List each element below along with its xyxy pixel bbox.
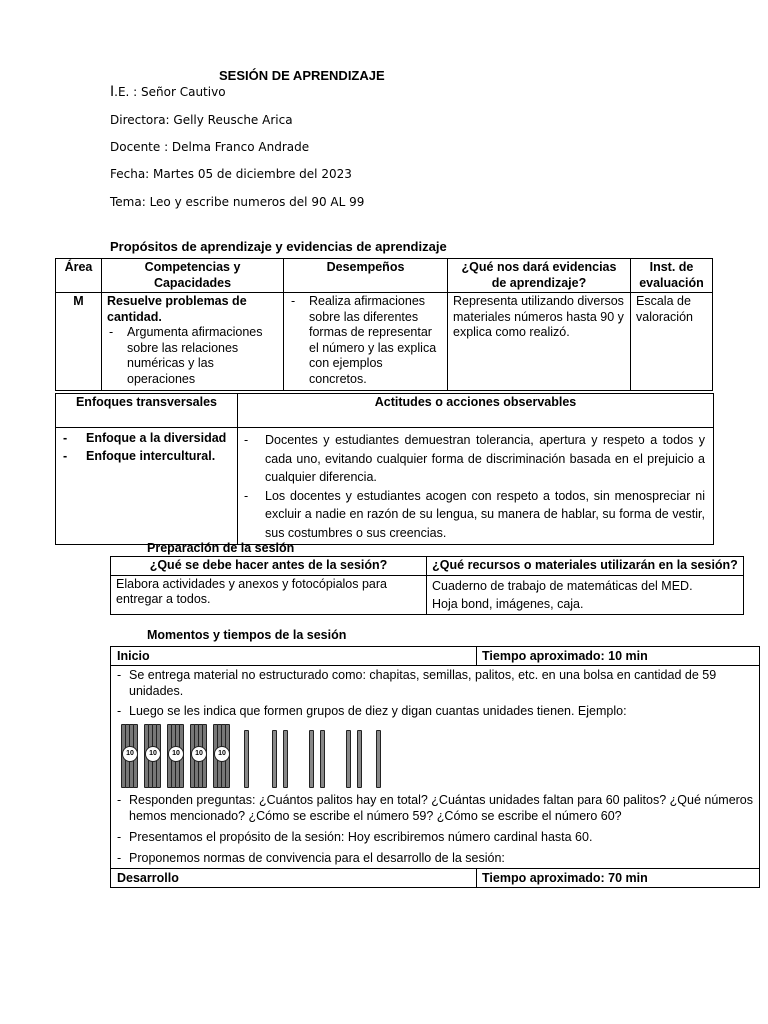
enfoques-cell xyxy=(56,428,238,545)
propositos-heading: Propósitos de aprendizaje y evidencias de aprendizaje xyxy=(110,239,447,254)
bundle-label: 10 xyxy=(168,746,184,762)
single-stick-icon xyxy=(376,730,381,788)
col-recursos: ¿Qué recursos o materiales utilizarán en la sesión? xyxy=(427,557,744,576)
recurso-2: Hoja bond, imágenes, caja. xyxy=(432,596,584,611)
single-stick-icon xyxy=(357,730,362,788)
recursos-cell xyxy=(427,575,744,614)
preparacion-table xyxy=(110,556,744,615)
actitud-item-1: - Docentes y estudiantes demuestran tolerancia, apertura y respeto a todos y cada uno, evitando cualquier forma de discriminación basada en el prejuicio a cualquier diferencia. xyxy=(242,431,705,487)
tiempo-desarrollo: Tiempo aproximado: 70 min xyxy=(477,869,760,888)
inicio-item-5: - Proponemos normas de convivencia para el desarrollo de la sesión: xyxy=(115,850,755,866)
directora-line: Directora: Gelly Reusche Arica xyxy=(110,113,293,127)
inicio-content xyxy=(111,666,760,869)
bundle-of-ten-icon xyxy=(213,726,231,788)
sticks-illustration xyxy=(115,719,755,792)
actitud-item-2: - Los docentes y estudiantes acogen con respeto a todos, sin menospreciar ni excluir a nadie en razón de su lengua, su manera de hablar, su forma de vestir, sus costumbres o sus creencias. xyxy=(242,487,705,543)
desempeno-item: - Realiza afirmaciones sobre las diferentes formas de representar el número y las explica con ejemplos concretos. xyxy=(289,294,442,387)
col-enfoques: Enfoques transversales xyxy=(56,394,238,428)
capacidad-list xyxy=(107,325,278,387)
fecha-line: Fecha: Martes 05 de diciembre del 2023 xyxy=(110,167,352,181)
bundle-of-ten-icon xyxy=(190,726,208,788)
tiempo-inicio: Tiempo aproximado: 10 min xyxy=(477,647,760,666)
bundle-label: 10 xyxy=(191,746,207,762)
bundle-of-ten-icon xyxy=(167,726,185,788)
inicio-item-2: - Luego se les indica que formen grupos de diez y digan cuantas unidades tienen. Ejemplo: xyxy=(115,703,755,719)
col-evidencias: ¿Qué nos dará evidencias de aprendizaje? xyxy=(448,259,631,293)
enfoques-table xyxy=(55,393,714,545)
capacidad-item: - Argumenta afirmaciones sobre las relaciones numéricas y las operaciones xyxy=(107,325,278,387)
bundle-label: 10 xyxy=(214,746,230,762)
area-cell: M xyxy=(56,293,102,391)
momentos-table xyxy=(110,646,760,888)
docente-line: Docente : Delma Franco Andrade xyxy=(110,140,310,154)
competencia-text: Resuelve problemas de cantidad. xyxy=(107,294,247,324)
instrumento-cell: Escala de valoración xyxy=(631,293,713,391)
ie-name: .E. : Señor Cautivo xyxy=(114,85,226,99)
inicio-item-3: - Responden preguntas: ¿Cuántos palitos hay en total? ¿Cuántas unidades faltan para 60 palitos? ¿Qué números hemos mencionado? ¿Cómo se escribe el número 59? ¿Cómo se escribe el número 60? xyxy=(115,792,755,824)
enfoques-list xyxy=(61,431,232,464)
col-actitudes: Actitudes o acciones observables xyxy=(238,394,714,428)
ie-initial: I xyxy=(110,84,115,100)
inicio-label: Inicio xyxy=(111,647,477,666)
evidencia-cell: Representa utilizando diversos materiales números hasta 90 y explica como realizó. xyxy=(448,293,631,391)
competencias-cell xyxy=(102,293,284,391)
desempeno-list xyxy=(289,294,442,387)
inicio-list xyxy=(115,667,755,719)
bundle-label: 10 xyxy=(122,746,138,762)
inicio-item-4: - Presentamos el propósito de la sesión: Hoy escribiremos número cardinal hasta 60. xyxy=(115,829,755,845)
col-competencias: Competencias y Capacidades xyxy=(102,259,284,293)
preparacion-heading: Preparación de la sesión xyxy=(147,541,295,555)
col-antes: ¿Qué se debe hacer antes de la sesión? xyxy=(111,557,427,576)
single-stick-icon xyxy=(272,730,277,788)
inicio-list-2 xyxy=(115,792,755,866)
col-desempenos: Desempeños xyxy=(284,259,448,293)
enfoque-intercultural: - Enfoque intercultural. xyxy=(61,449,232,465)
antes-cell: Elabora actividades y anexos y fotocópialos para entregar a todos. xyxy=(111,575,427,614)
enfoque-diversidad: - Enfoque a la diversidad xyxy=(61,431,232,447)
single-stick-icon xyxy=(244,730,249,788)
col-instrumento: Inst. de evaluación xyxy=(631,259,713,293)
single-stick-icon xyxy=(320,730,325,788)
inicio-item-1: - Se entrega material no estructurado como: chapitas, semillas, palitos, etc. en una bolsa en cantidad de 59 unidades. xyxy=(115,667,755,699)
actitudes-cell xyxy=(238,428,714,545)
ie-line xyxy=(110,84,226,100)
col-area: Área xyxy=(56,259,102,293)
desempenos-cell xyxy=(284,293,448,391)
tema-line: Tema: Leo y escribe numeros del 90 AL 99 xyxy=(110,195,365,209)
momentos-heading: Momentos y tiempos de la sesión xyxy=(147,628,347,642)
single-stick-icon xyxy=(283,730,288,788)
desarrollo-label: Desarrollo xyxy=(111,869,477,888)
actitudes-list xyxy=(242,431,705,542)
recurso-1: Cuaderno de trabajo de matemáticas del MED. xyxy=(432,578,693,593)
session-title: SESIÓN DE APRENDIZAJE xyxy=(219,68,385,83)
bundle-of-ten-icon xyxy=(144,726,162,788)
bundle-label: 10 xyxy=(145,746,161,762)
bundle-of-ten-icon xyxy=(121,726,139,788)
propositos-table xyxy=(55,258,713,391)
single-stick-icon xyxy=(309,730,314,788)
single-stick-icon xyxy=(346,730,351,788)
